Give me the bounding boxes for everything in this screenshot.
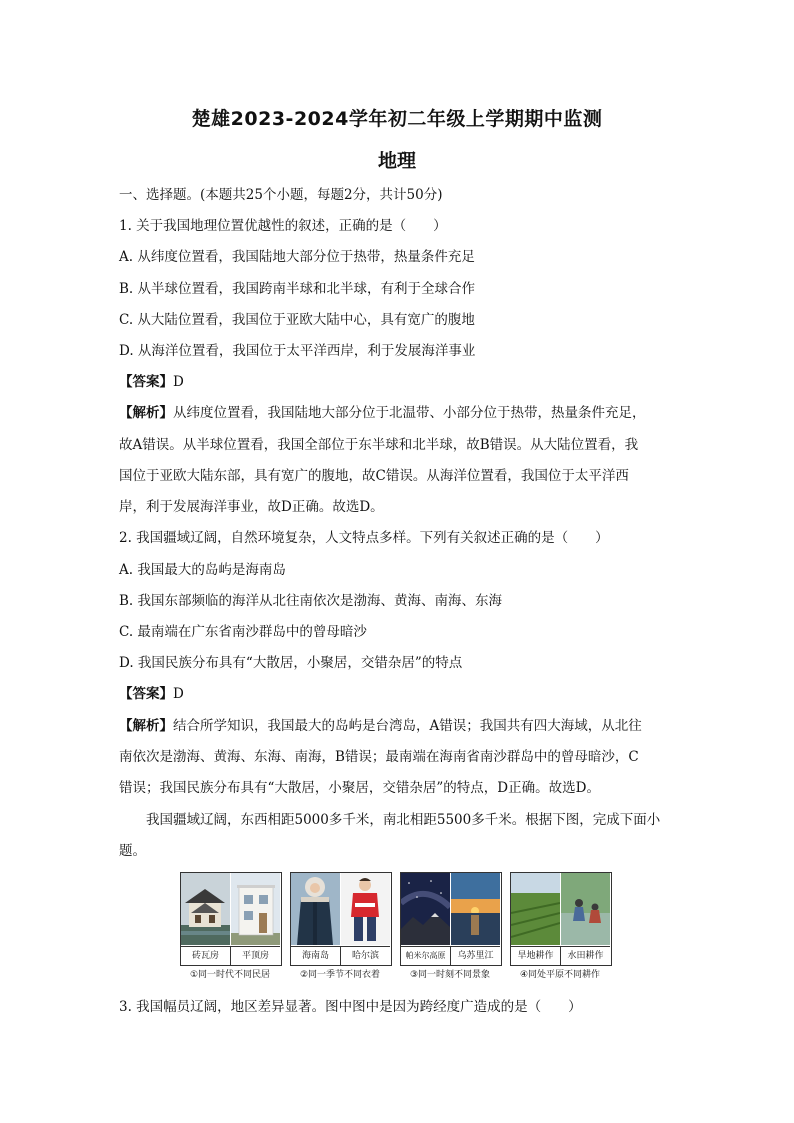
- question-1-option-d: D. 从海洋位置看，我国位于太平洋西岸，利于发展海洋事业: [119, 343, 476, 359]
- subject-title: 地理: [377, 150, 416, 172]
- question-2-stem: 2. 我国疆域辽阔，自然环境复杂，人文特点多样。下列有关叙述正确的是（ ）: [119, 530, 609, 546]
- figure-panel-scenery: [400, 872, 502, 966]
- figure-panel-houses: [180, 872, 282, 966]
- dryland-farming-photo: [511, 873, 560, 945]
- question-1-analysis-line: 岸，利于发展海洋事业，故D正确。故选D。: [119, 499, 384, 515]
- question-2-answer: [119, 685, 684, 703]
- panel-caption: ②同一季节不同衣着: [299, 970, 381, 980]
- answer-label: 【答案】: [119, 686, 173, 702]
- panel-caption: ④同处平原不同耕作: [519, 970, 601, 980]
- figure-panel-farming: [510, 872, 612, 966]
- section-heading: 一、选择题。(本题共25个小题，每题2分，共计50分): [119, 187, 443, 203]
- analysis-label: 【解析】: [119, 405, 173, 421]
- question-1-analysis-line: 故A错误。从半球位置看，我国全部位于东半球和北半球，故B错误。从大陆位置看，我: [119, 437, 639, 453]
- winter-coat-photo: [291, 873, 340, 945]
- question-1-answer: [119, 373, 684, 391]
- flat-roof-house-photo: [231, 873, 280, 945]
- question-2-option-d: D. 我国民族分布具有“大散居，小聚居，交错杂居”的特点: [119, 655, 463, 671]
- question-1-option-b: B. 从半球位置看，我国跨南半球和北半球，有利于全球合作: [119, 281, 476, 297]
- question-1-option-c: C. 从大陆位置看，我国位于亚欧大陆中心，具有宽广的腹地: [119, 312, 475, 328]
- panel-label-right: 哈尔滨: [341, 946, 390, 965]
- question-1-analysis-line: 【解析】从纬度位置看，我国陆地大部分位于北温带、小部分位于热带，热量条件充足，: [119, 405, 646, 421]
- answer-value: D: [173, 374, 184, 390]
- question-2-option-b: B. 我国东部频临的海洋从北往南依次是渤海、黄海、南海、东海: [119, 593, 503, 609]
- panel-caption: ③同一时刻不同景象: [409, 970, 491, 980]
- panel-label-left: 旱地耕作: [511, 946, 561, 965]
- passage-line: 我国疆域辽阔，东西相距5000多千米，南北相距5500多千米。根据下图，完成下面小: [119, 812, 661, 828]
- question-2-analysis-line: 【解析】结合所学知识，我国最大的岛屿是台湾岛，A错误；我国共有四大海域，从北往: [119, 718, 642, 734]
- question-1-option-a: A. 从纬度位置看，我国陆地大部分位于热带，热量条件充足: [119, 249, 475, 265]
- exam-title: 楚雄2023-2024学年初二年级上学期期中监测: [191, 108, 603, 130]
- tile-roof-house-photo: [181, 873, 230, 945]
- panel-label-left: 砖瓦房: [181, 946, 231, 965]
- panel-caption: ①同一时代不同民居: [189, 970, 271, 980]
- panel-label-left: 帕米尔高原: [401, 946, 451, 965]
- panel-label-right: 平顶房: [231, 946, 280, 965]
- figure-panel-clothing: [290, 872, 392, 966]
- answer-label: 【答案】: [119, 374, 173, 390]
- question-1-stem: 1. 关于我国地理位置优越性的叙述，正确的是（ ）: [119, 218, 447, 234]
- question-2-analysis-line: 错误；我国民族分布具有“大散居，小聚居，交错杂居”的特点，D正确。故选D。: [119, 780, 600, 796]
- question-3-stem: 3. 我国幅员辽阔，地区差异显著。图中图中是因为跨经度广造成的是（ ）: [119, 999, 582, 1015]
- photo-figure: [180, 872, 612, 984]
- question-1-analysis-line: 国位于亚欧大陆东部，具有宽广的腹地，故C错误。从海洋位置看，我国位于太平洋西: [119, 468, 629, 484]
- wusuli-river-sunrise-photo: [451, 873, 500, 945]
- paddy-farming-photo: [561, 873, 610, 945]
- panel-label-left: 海南岛: [291, 946, 341, 965]
- question-2-option-a: A. 我国最大的岛屿是海南岛: [119, 562, 286, 578]
- panel-label-right: 水田耕作: [561, 946, 610, 965]
- pamir-night-sky-photo: [401, 873, 450, 945]
- passage-line: 题。: [119, 843, 146, 859]
- analysis-label: 【解析】: [119, 718, 173, 734]
- question-2-option-c: C. 最南端在广东省南沙群岛中的曾母暗沙: [119, 624, 367, 640]
- panel-label-right: 乌苏里江: [451, 946, 500, 965]
- summer-clothes-photo: [341, 873, 390, 945]
- question-2-analysis-line: 南依次是渤海、黄海、东海、南海，B错误；最南端在海南省南沙群岛中的曾母暗沙，C: [119, 749, 639, 765]
- answer-value: D: [173, 686, 184, 702]
